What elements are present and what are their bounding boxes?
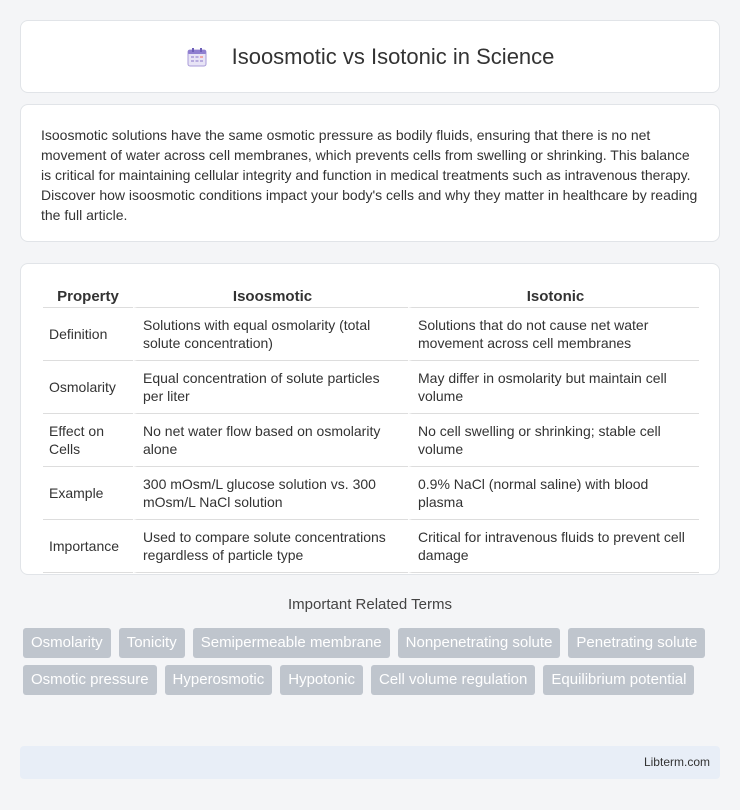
- row-isotonic: May differ in osmolarity but maintain cell volume: [408, 361, 699, 414]
- row-isotonic: Critical for intravenous fluids to prevent cell damage: [408, 520, 699, 573]
- tag-nonpenetrating-solute[interactable]: Nonpenetrating solute: [398, 628, 561, 658]
- tag-hyperosmotic[interactable]: Hyperosmotic: [165, 665, 273, 695]
- row-property: Osmolarity: [43, 361, 133, 414]
- tag-osmotic-pressure[interactable]: Osmotic pressure: [23, 665, 157, 695]
- row-isoosmotic: Used to compare solute concentrations regardless of particle type: [133, 520, 408, 573]
- row-isoosmotic: Solutions with equal osmolarity (total solute concentration): [133, 308, 408, 361]
- table-row: [43, 361, 699, 414]
- related-terms-tags: [23, 628, 723, 702]
- footer-link[interactable]: Libterm.com: [643, 755, 710, 769]
- table-row: [43, 308, 699, 361]
- tag-hypotonic[interactable]: Hypotonic: [280, 665, 363, 695]
- tag-penetrating-solute[interactable]: Penetrating solute: [568, 628, 705, 658]
- row-isoosmotic: No net water flow based on osmolarity alone: [133, 414, 408, 467]
- related-terms-title: Important Related Terms: [288, 596, 452, 613]
- intro-text: Isoosmotic solutions have the same osmotic pressure as bodily fluids, ensuring that there is no net movement of water across cell membranes, which prevents cells from swelling or shrinking. This balance is critical for maintaining cellular integrity and function in medical treatments such as intravenous therapy. Discover how isoosmotic conditions impact your body's cells and why they matter in healthcare by reading the full article.: [41, 127, 698, 223]
- row-property: Example: [43, 467, 133, 520]
- row-isotonic: No cell swelling or shrinking; stable cell volume: [408, 414, 699, 467]
- table-header-row: [43, 284, 699, 308]
- comparison-table-card: [20, 263, 720, 575]
- row-property: Effect on Cells: [43, 414, 133, 467]
- tag-semipermeable-membrane[interactable]: Semipermeable membrane: [193, 628, 390, 658]
- row-isotonic: Solutions that do not cause net water movement across cell membranes: [408, 308, 699, 361]
- header-card: [20, 20, 720, 93]
- calendar-icon: [186, 46, 208, 68]
- tag-equilibrium-potential[interactable]: Equilibrium potential: [543, 665, 694, 695]
- footer: [20, 746, 720, 779]
- tag-cell-volume-regulation[interactable]: Cell volume regulation: [371, 665, 535, 695]
- row-property: Importance: [43, 520, 133, 573]
- tag-tonicity[interactable]: Tonicity: [119, 628, 185, 658]
- row-isotonic: 0.9% NaCl (normal saline) with blood plasma: [408, 467, 699, 520]
- row-isoosmotic: Equal concentration of solute particles per liter: [133, 361, 408, 414]
- table-row: [43, 414, 699, 467]
- column-header-property: Property: [43, 284, 133, 308]
- row-isoosmotic: 300 mOsm/L glucose solution vs. 300 mOsm/L NaCl solution: [133, 467, 408, 520]
- page-title: Isoosmotic vs Isotonic in Science: [231, 43, 555, 69]
- tag-osmolarity[interactable]: Osmolarity: [23, 628, 111, 658]
- column-header-isoosmotic: Isoosmotic: [133, 284, 408, 308]
- comparison-table: [43, 284, 699, 573]
- table-row: [43, 520, 699, 573]
- table-row: [43, 467, 699, 520]
- column-header-isotonic: Isotonic: [408, 284, 699, 308]
- intro-card: [20, 104, 720, 242]
- row-property: Definition: [43, 308, 133, 361]
